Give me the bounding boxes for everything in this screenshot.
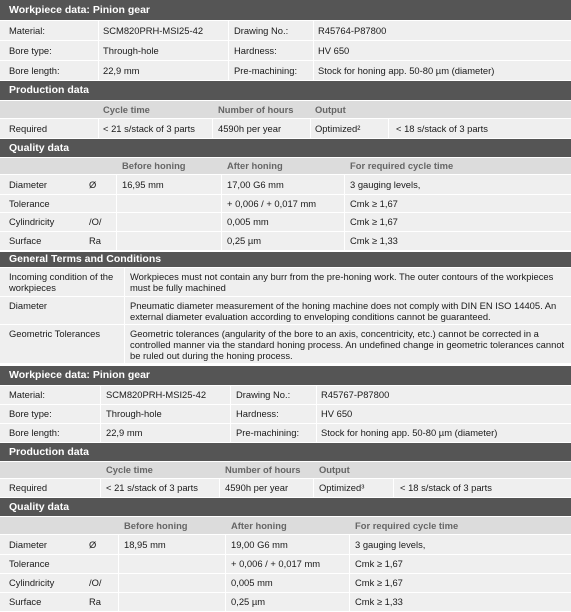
required-value: Cmk ≥ 1,33 [355,596,403,607]
before-honing-header: Before honing [122,160,186,171]
workpiece-row-bore-type-2 [0,405,571,423]
required-value: Cmk ≥ 1,67 [350,216,398,227]
material-value: SCM820PRH-MSI25-42 [106,389,207,400]
general-row-geometric [0,325,571,363]
production-header-2 [0,443,571,461]
workpiece-row-bore-length-1 [0,61,571,80]
premachining-label: Pre-machining: [236,427,300,438]
section-title: Workpiece data: Pinion gear [9,4,151,16]
production-col-headers-2 [0,462,571,478]
quality-label: Tolerance [9,198,50,209]
quality-row-2-1 [0,555,571,573]
quality-row-1-3 [0,232,571,250]
output-cycle-value: < 18 s/stack of 3 parts [400,482,492,493]
before-value: 18,95 mm [124,539,166,550]
before-honing-header: Before honing [124,520,188,531]
quality-symbol: Ø [89,179,97,190]
quality-row-2-2 [0,574,571,592]
quality-row-2-3 [0,593,571,611]
hardness-value: HV 650 [321,408,353,419]
general-text: Pneumatic diameter measurement of the honing machine does not comply with DIN EN ISO 14405. An external diameter evaluation according to enveloping conditions cannot be guaranteed. [130,300,557,322]
quality-label: Diameter [9,539,48,550]
hours-value: 4590h per year [225,482,289,493]
cycle-time-header: Cycle time [106,464,153,475]
after-value: 17,00 G6 mm [227,179,284,190]
quality-symbol: /O/ [89,577,102,588]
drawing-value: R45767-P87800 [321,389,390,400]
quality-header-2 [0,498,571,516]
quality-row-1-2 [0,213,571,231]
required-cycle-header: For required cycle time [350,160,454,171]
quality-label: Cylindricity [9,216,55,227]
workpiece-row-bore-type-1 [0,41,571,60]
section-title: Workpiece data: Pinion gear [9,369,151,381]
required-value: Cmk ≥ 1,67 [350,198,398,209]
quality-symbol: Ra [89,235,101,246]
bore-type-label: Bore type: [9,45,52,56]
required-label: Required [9,482,48,493]
bore-length-label: Bore length: [9,427,60,438]
material-label: Material: [9,25,45,36]
general-row-diameter [0,297,571,324]
quality-label: Diameter [9,179,48,190]
after-value: 19,00 G6 mm [231,539,288,550]
production-header-1 [0,81,571,100]
output-header: Output [315,104,346,115]
quality-row-2-0 [0,535,571,554]
hours-value: 4590h per year [218,123,282,134]
general-label: Incoming condition of the workpieces [9,271,114,293]
quality-header-1 [0,139,571,157]
output-value: Optimized² [315,123,361,134]
bore-length-value: 22,9 mm [106,427,143,438]
premachining-value: Stock for honing app. 50-80 µm (diameter) [321,427,498,438]
quality-col-headers-2 [0,517,571,534]
general-terms-header [0,252,571,267]
hours-header: Number of hours [225,464,301,475]
after-value: + 0,006 / + 0,017 mm [227,198,317,209]
after-honing-header: After honing [227,160,283,171]
hardness-value: HV 650 [318,45,350,56]
production-col-headers-1 [0,101,571,118]
drawing-value: R45764-P87800 [318,25,387,36]
cycle-time-value: < 21 s/stack of 3 parts [103,123,195,134]
output-value: Optimized³ [319,482,365,493]
quality-label: Surface [9,596,42,607]
quality-label: Cylindricity [9,577,55,588]
required-value: 3 gauging levels, [355,539,426,550]
drawing-label: Drawing No.: [236,389,291,400]
bore-type-value: Through-hole [103,45,159,56]
production-required-row-2 [0,479,571,497]
quality-label: Surface [9,235,42,246]
required-label: Required [9,123,48,134]
after-value: + 0,006 / + 0,017 mm [231,558,321,569]
drawing-label: Drawing No.: [234,25,289,36]
required-value: Cmk ≥ 1,33 [350,235,398,246]
section-title: General Terms and Conditions [9,253,162,265]
section-title: Production data [9,84,89,96]
quality-symbol: Ø [89,539,97,550]
material-label: Material: [9,389,45,400]
required-value: Cmk ≥ 1,67 [355,558,403,569]
section-title: Production data [9,446,89,458]
quality-symbol: /O/ [89,216,102,227]
hardness-label: Hardness: [236,408,279,419]
quality-symbol: Ra [89,596,101,607]
general-text: Workpieces must not contain any burr from the pre-honing work. The outer contours of the workpieces must be fully machined [130,271,554,293]
after-honing-header: After honing [231,520,287,531]
premachining-label: Pre-machining: [234,65,298,76]
cycle-time-header: Cycle time [103,104,150,115]
required-value: 3 gauging levels, [350,179,421,190]
required-cycle-header: For required cycle time [355,520,459,531]
workpiece-header-2 [0,366,571,385]
after-value: 0,25 µm [227,235,262,246]
production-required-row-1 [0,119,571,138]
after-value: 0,005 mm [227,216,269,227]
bore-type-value: Through-hole [106,408,162,419]
required-value: Cmk ≥ 1,67 [355,577,403,588]
output-cycle-value: < 18 s/stack of 3 parts [396,123,488,134]
hardness-label: Hardness: [234,45,277,56]
general-label: Diameter [9,300,48,311]
after-value: 0,005 mm [231,577,273,588]
workpiece-row-material-1 [0,21,571,40]
output-header: Output [319,464,350,475]
general-text: Geometric tolerances (angularity of the bore to an axis, concentricity, etc.) cannot be corrected in a controlled manner via the standard honing process. An undefined change in geometric tolerances cannot be ruled out during the honing process. [130,328,565,361]
quality-label: Tolerance [9,558,50,569]
quality-row-1-0 [0,175,571,194]
section-title: Quality data [9,501,70,513]
bore-type-label: Bore type: [9,408,52,419]
bore-length-label: Bore length: [9,65,60,76]
material-value: SCM820PRH-MSI25-42 [103,25,204,36]
bore-length-value: 22,9 mm [103,65,140,76]
workpiece-row-bore-length-2 [0,424,571,442]
cycle-time-value: < 21 s/stack of 3 parts [106,482,198,493]
workpiece-header-1 [0,0,571,20]
workpiece-row-material-2 [0,386,571,404]
quality-col-headers-1 [0,158,571,174]
hours-header: Number of hours [218,104,294,115]
general-row-incoming [0,268,571,296]
section-title: Quality data [9,142,70,154]
premachining-value: Stock for honing app. 50-80 µm (diameter) [318,65,495,76]
after-value: 0,25 µm [231,596,266,607]
general-label: Geometric Tolerances [9,328,101,339]
quality-row-1-1 [0,195,571,212]
before-value: 16,95 mm [122,179,164,190]
